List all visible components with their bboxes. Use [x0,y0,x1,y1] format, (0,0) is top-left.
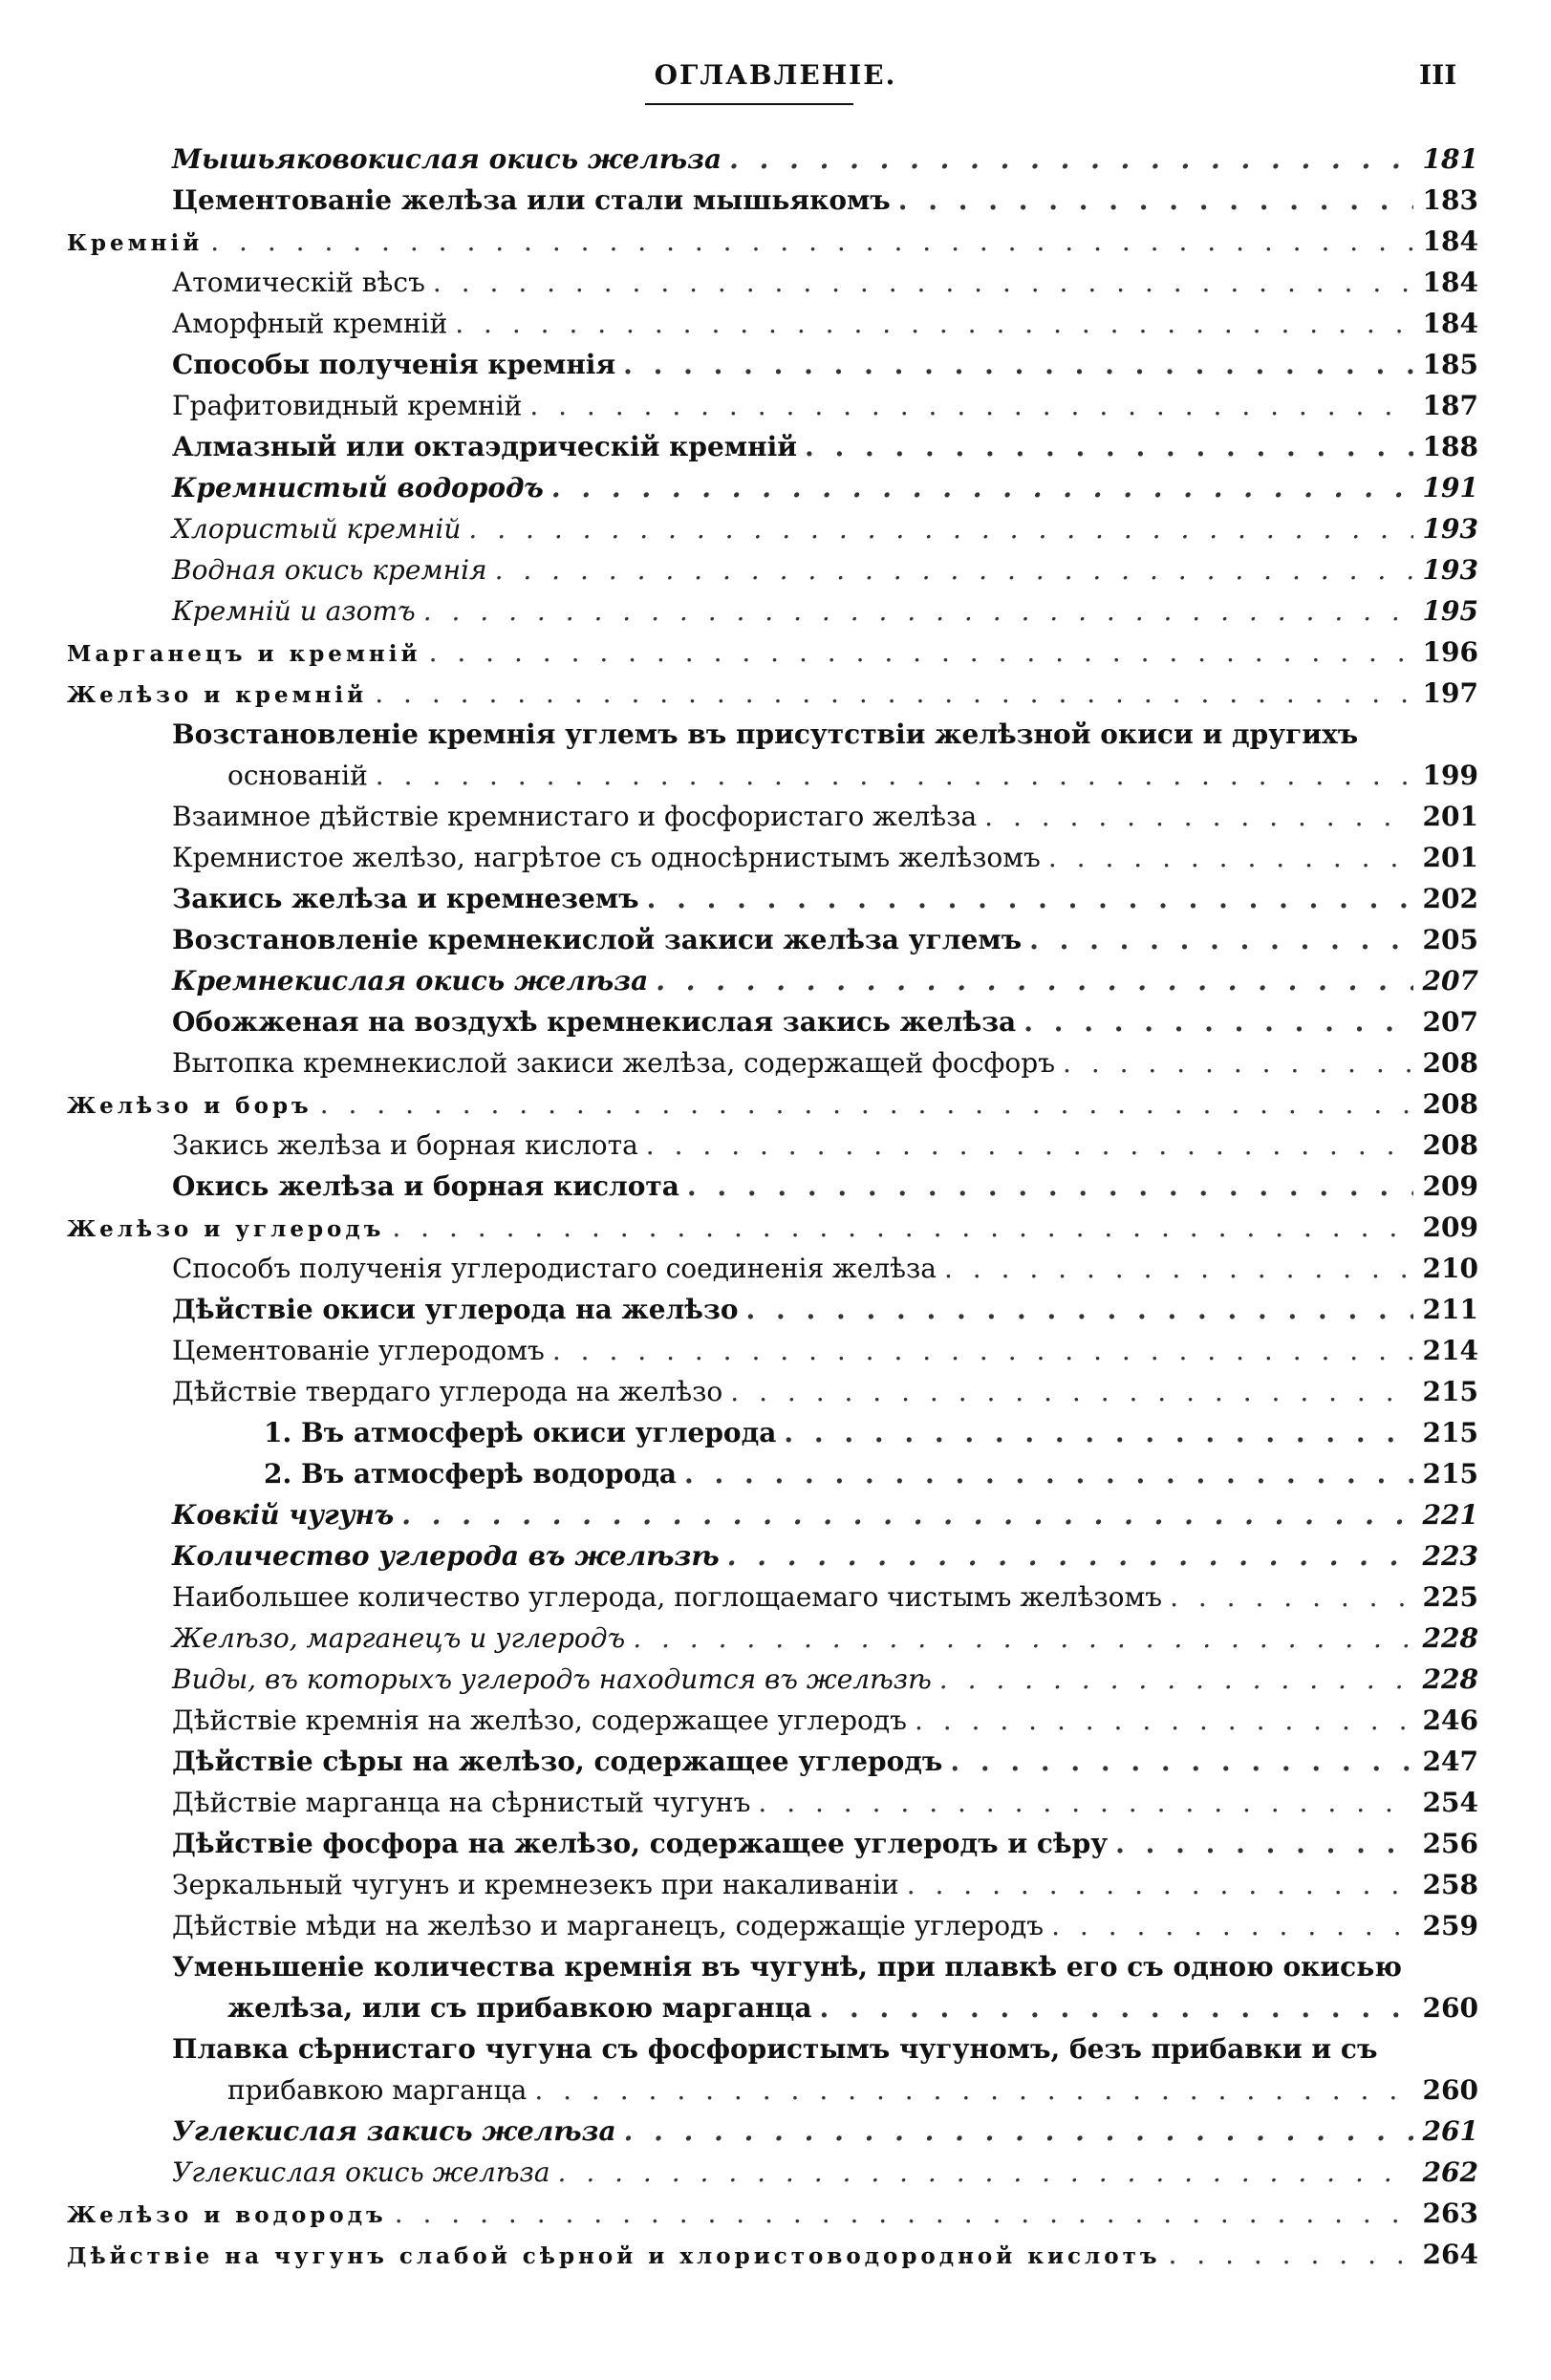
dot-leader [395,2198,1413,2229]
toc-entry-label: желѣза, или съ прибавкою марганца [227,1992,812,2024]
toc-section [67,677,1478,716]
dot-leader [656,965,1413,997]
toc-entry-page: 208 [1422,1129,1478,1161]
toc-entry [172,349,1478,387]
toc-entry-page: 247 [1422,1746,1478,1777]
dot-leader [939,1663,1413,1695]
toc-entry [264,1417,1478,1455]
toc-entry-label: Дѣйствіе сѣры на желѣзо, содержащее углеродъ [172,1746,943,1777]
toc-entry-label: Аморфный кремній [172,308,448,339]
toc-entry-page: 246 [1422,1705,1478,1736]
dot-leader [633,1622,1413,1654]
toc-entry [172,143,1478,182]
toc-entry-page: 209 [1422,1211,1478,1243]
toc-entry-page: 202 [1422,883,1478,914]
toc-entry [227,2074,1478,2112]
toc-entry-page: 207 [1422,1006,1478,1038]
toc-entry [227,1992,1478,2030]
toc-entry-page: 228 [1422,1663,1478,1695]
toc-entry-page: 225 [1422,1581,1478,1613]
dot-leader [1170,1581,1413,1613]
toc-entry [172,801,1478,839]
toc-entry-page: 183 [1422,184,1478,216]
toc-section [67,1211,1478,1250]
toc-entry-label: Дѣйствіе твердаго углерода на желѣзо [172,1376,723,1407]
toc-entry-label: Дѣйствіе на чугунъ слабой сѣрной и хлористоводородной кислотъ [67,2243,1161,2269]
title-rule [645,103,853,105]
toc-entry-first-line: Возстановленіе кремнія углемъ въ присутствіи желѣзной окиси и другихъ [172,718,1359,750]
toc-entry [172,1746,1478,1784]
toc-entry-label: Дѣйствіе фосфора на желѣзо, содержащее углеродъ и сѣру [172,1828,1109,1859]
toc-entry-label: Кремній [67,230,204,256]
dot-leader [684,1458,1413,1490]
dot-leader [746,1294,1413,1325]
dot-leader [376,760,1413,791]
dot-leader [727,1540,1413,1572]
dot-leader [784,1417,1413,1448]
toc-entry [172,1540,1478,1578]
toc-entry [172,390,1478,428]
toc-entry-page: 260 [1422,2074,1478,2106]
dot-leader [1051,1910,1413,1941]
toc-entry [172,965,1478,1003]
toc-entry-label: Вытопка кремнекислой закиси желѣза, содержащей фосфоръ [172,1047,1056,1079]
toc-entry-label: 2. Въ атмосферѣ водорода [264,1458,678,1490]
toc-entry [172,431,1478,469]
dot-leader [455,308,1413,339]
dot-leader [210,225,1413,257]
toc-entry-page: 199 [1422,760,1478,791]
dot-leader [805,431,1413,462]
toc-entry [172,1499,1478,1537]
toc-entry-page: 184 [1422,225,1478,257]
toc-entry-page: 223 [1422,1540,1478,1572]
toc-entry [172,1253,1478,1291]
dot-leader [646,1129,1413,1161]
toc-entry-label: основаній [227,760,368,791]
toc-entry-page: 209 [1422,1170,1478,1202]
toc-entry [172,308,1478,346]
dot-leader [558,2156,1413,2188]
toc-entry-label: Взаимное дѣйствіе кремнистаго и фосфористаго желѣза [172,801,978,832]
toc-entry [172,883,1478,921]
dot-leader [730,1376,1413,1407]
toc-entry [172,1787,1478,1825]
toc-entry-page: 221 [1422,1499,1478,1531]
toc-entry-label: Закись желѣза и кремнеземъ [172,883,639,914]
dot-leader [1063,1047,1413,1079]
dot-leader [401,1499,1413,1531]
toc-section [67,225,1478,264]
toc-entry-label: Дѣйствіе мѣди на желѣзо и марганецъ, содержащіе углеродъ [172,1910,1045,1941]
toc-entry-label: Желѣзо и углеродъ [67,1216,385,1242]
toc-entry-page: 258 [1422,1869,1478,1900]
toc-entry [172,1910,1478,1948]
toc-entry-page: 214 [1422,1335,1478,1366]
toc-entry-label: Кремнистое желѣзо, нагрѣтое съ односѣрнистымъ желѣзомъ [172,842,1041,873]
toc-entry-page: 187 [1422,390,1478,421]
toc-entry-page: 208 [1422,1088,1478,1120]
toc-entry-page: 201 [1422,842,1478,873]
toc-entry-page: 256 [1422,1828,1478,1859]
toc-entry-label: Обожженая на воздухѣ кремнекислая закись желѣза [172,1006,1017,1038]
toc-entry-label: Марганецъ и кремній [67,641,421,667]
toc-entry-label: Цементованіе желѣза или стали мышьякомъ [172,184,891,216]
dot-leader [429,636,1413,668]
toc-section [67,2239,1478,2277]
toc-entry-label: Желѣзо и водородъ [67,2202,387,2228]
toc-entry-label: Дѣйствіе кремнія на желѣзо, содержащее углеродъ [172,1705,907,1736]
toc-entry-label: Возстановленіе кремнекислой закиси желѣза углемъ [172,924,1023,955]
toc-entry [264,1458,1478,1496]
dot-leader [687,1170,1413,1202]
toc-entry-label: Количество углерода въ желѣзѣ [172,1540,720,1572]
toc-entry-page: 210 [1422,1253,1478,1284]
toc-entry-page: 264 [1422,2239,1478,2270]
toc-entry [172,513,1478,551]
toc-entry-page: 211 [1422,1294,1478,1325]
dot-leader [534,2074,1413,2106]
toc-entry-label: Способы полученія кремнія [172,349,616,380]
toc-entry-label: Атомическій вѣсъ [172,267,425,298]
dot-leader [647,883,1413,914]
toc-entry-page: 261 [1422,2115,1478,2147]
toc-entry-label: Желѣзо и кремній [67,682,368,708]
toc-entry [172,1006,1478,1044]
toc-entry-label: Дѣйствіе окиси углерода на желѣзо [172,1294,739,1325]
toc-entry-label: Водная окись кремнія [172,554,487,586]
dot-leader [1023,1006,1413,1038]
toc-entry-page: 196 [1422,636,1478,668]
toc-entry-label: Окись желѣза и борная кислота [172,1170,679,1202]
toc-section [67,1088,1478,1126]
dot-leader [495,554,1413,586]
toc-entry-label: Наибольшее количество углерода, поглощаемаго чистымъ желѣзомъ [172,1581,1163,1613]
toc-entry-label: Мышьяковокислая окись желѣза [172,143,722,175]
toc-entry-label: Углекислая окись желѣза [172,2156,550,2188]
toc-entry [172,842,1478,880]
toc-entry-page: 191 [1422,472,1478,504]
toc-entry-page: 193 [1422,554,1478,586]
toc-entry [172,1581,1478,1619]
toc-entry-page: 184 [1422,308,1478,339]
toc-entry [172,1294,1478,1332]
dot-leader [1168,2239,1413,2270]
toc-entry-page: 215 [1422,1417,1478,1448]
toc-entry-label: Желѣзо и боръ [67,1093,312,1119]
dot-leader [1029,924,1413,955]
toc-entry-page: 185 [1422,349,1478,380]
toc-entry-label: Цементованіе углеродомъ [172,1335,545,1366]
toc-entry-page: 228 [1422,1622,1478,1654]
toc-entry-page: 215 [1422,1458,1478,1490]
toc-entry [172,1622,1478,1661]
toc-section [67,636,1478,675]
toc-entry [172,1663,1478,1702]
page-number: III [1419,59,1457,91]
toc-entry-label: Кремнистый водородъ [172,472,544,504]
toc-entry [172,595,1478,633]
dot-leader [950,1746,1413,1777]
toc-entry-label: Закись желѣза и борная кислота [172,1129,638,1161]
toc-entry-page: 254 [1422,1787,1478,1818]
toc-entry-page: 208 [1422,1047,1478,1079]
toc-entry [172,2115,1478,2154]
toc-entry [172,1047,1478,1085]
toc-entry [172,1376,1478,1414]
dot-leader [551,472,1413,504]
toc-entry-page: 263 [1422,2198,1478,2229]
toc-entry-page: 207 [1422,965,1478,997]
dot-leader [758,1787,1413,1818]
dot-leader [624,2115,1413,2147]
toc-entry-page: 260 [1422,1992,1478,2024]
dot-leader [984,801,1413,832]
toc-entry-label: Графитовидный кремній [172,390,523,421]
toc-entry-label: Зеркальный чугунъ и кремнезекъ при накаливаніи [172,1869,899,1900]
toc-entry-page: 205 [1422,924,1478,955]
toc-entry-page: 262 [1422,2156,1478,2188]
toc-entry-page: 259 [1422,1910,1478,1941]
toc-entry-label: Дѣйствіе марганца на сѣрнистый чугунъ [172,1787,751,1818]
toc-entry [172,1869,1478,1907]
toc-entry [172,1170,1478,1209]
toc-entry-page: 184 [1422,267,1478,298]
dot-leader [392,1211,1413,1243]
dot-leader [433,267,1413,298]
toc-entry [172,184,1478,223]
dot-leader [552,1335,1413,1366]
dot-leader [898,184,1413,216]
dot-leader [729,143,1413,175]
toc-entry-first-line: Уменьшеніе количества кремнія въ чугунѣ, при плавкѣ его съ одною окисью [172,1951,1402,1983]
toc-section [67,2198,1478,2236]
dot-leader [915,1705,1413,1736]
dot-leader [623,349,1413,380]
toc-entry [172,1705,1478,1743]
toc-entry-label: Кремній и азотъ [172,595,416,627]
dot-leader [944,1253,1413,1284]
toc-entry-label: Алмазный или октаэдрическій кремній [172,431,797,462]
toc-entry [172,1828,1478,1866]
dot-leader [320,1088,1413,1120]
toc-entry-label: Желѣзо, марганецъ и углеродъ [172,1622,626,1654]
toc-entry-label: Ковкій чугунъ [172,1499,395,1531]
dot-leader [1115,1828,1413,1859]
dot-leader [907,1869,1413,1900]
toc-entry [172,2156,1478,2195]
toc-entry [227,760,1478,798]
toc-entry-label: Виды, въ которыхъ углеродъ находится въ желѣзѣ [172,1663,932,1695]
toc-entry-first-line: Плавка сѣрнистаго чугуна съ фосфористымъ чугуномъ, безъ прибавки и съ [172,2033,1378,2065]
dot-leader [423,595,1413,627]
toc-entry-label: Хлористый кремній [172,513,462,545]
toc-entry-label: прибавкою марганца [227,2074,528,2106]
dot-leader [819,1992,1413,2024]
page-title: ОГЛАВЛЕНІЕ. [654,59,897,91]
toc-entry-page: 195 [1422,595,1478,627]
toc-entry-page: 197 [1422,677,1478,709]
toc-entry [172,267,1478,305]
toc-entry-page: 215 [1422,1376,1478,1407]
toc-entry [172,472,1478,510]
toc-entry [172,1129,1478,1168]
toc-entry [172,554,1478,592]
toc-entry [172,924,1478,962]
toc-entry-page: 181 [1422,143,1478,175]
toc-entry-label: Способъ полученія углеродистаго соединенія желѣза [172,1253,937,1284]
dot-leader [468,513,1413,545]
toc-entry-label: 1. Въ атмосферѣ окиси углерода [264,1417,777,1448]
dot-leader [375,677,1413,709]
toc-entry-page: 193 [1422,513,1478,545]
toc-entry [172,1335,1478,1373]
toc-entry-label: Кремнекислая окись желѣза [172,965,649,997]
dot-leader [1048,842,1413,873]
dot-leader [529,390,1413,421]
toc-entry-page: 188 [1422,431,1478,462]
toc-entry-label: Углекислая закись желѣза [172,2115,616,2147]
toc-entry-page: 201 [1422,801,1478,832]
